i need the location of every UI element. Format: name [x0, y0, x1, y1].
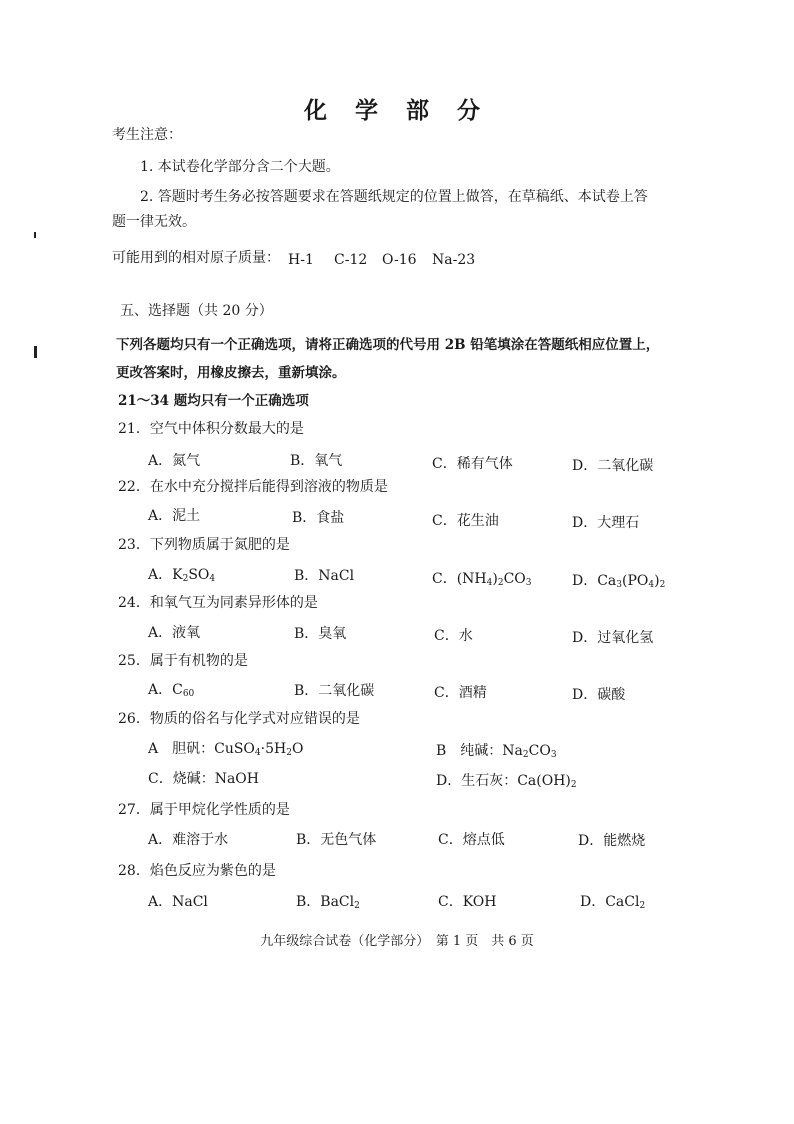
option-a: A．NaCl [148, 894, 208, 910]
option-c: C．水 [434, 628, 473, 644]
option-d: D．生石灰：$Ca(OH)_2$ [436, 773, 577, 790]
atomic-mass-h: H-1 [288, 252, 314, 268]
question-stem: 23．下列物质属于氮肥的是 [118, 537, 290, 553]
option-c: C．KOH [438, 894, 497, 910]
option-d: D．碳酸 [572, 687, 626, 703]
question-stem: 25．属于有机物的是 [118, 653, 248, 669]
atomic-mass-o: O-16 [382, 252, 417, 268]
question-stem: 28．焰色反应为紫色的是 [118, 863, 276, 879]
option-b: B 纯碱：$Na_2CO_3$ [436, 743, 557, 760]
question-stem: 27．属于甲烷化学性质的是 [118, 802, 290, 818]
option-a: A．泥土 [148, 508, 201, 524]
option-c: C．烧碱：NaOH [148, 771, 259, 787]
section-instruction-1: 下列各题均只有一个正确选项，请将正确选项的代号用 2B 铅笔填涂在答题纸相应位置上， [116, 337, 660, 353]
section-title: 五、选择题（共 20 分） [120, 303, 273, 319]
option-b: B．二氧化碳 [294, 683, 375, 699]
notice-item-2-cont: 题一律无效。 [112, 214, 196, 230]
option-d: D．CaCl$_2$ [580, 894, 646, 911]
option-c: C．熔点低 [438, 832, 505, 848]
atomic-mass-label: 可能用到的相对原子质量： [112, 250, 280, 266]
atomic-mass-c: C-12 [334, 252, 368, 268]
option-b: B．BaCl$_2$ [296, 894, 360, 911]
option-d: D．过氧化氢 [572, 630, 654, 646]
option-b: B．食盐 [292, 510, 345, 526]
page-footer: 九年级综合试卷（化学部分） 第 1 页 共 6 页 [260, 934, 534, 949]
option-c: C．花生油 [432, 513, 499, 529]
question-stem: 24．和氧气互为同素异形体的是 [118, 595, 318, 611]
option-a: A．液氧 [148, 625, 201, 641]
option-a: A．难溶于水 [148, 832, 229, 848]
option-b: B．臭氧 [294, 626, 347, 642]
section-instruction-2: 更改答案时，用橡皮擦去，重新填涂。 [116, 365, 346, 381]
scan-speck [34, 232, 36, 238]
option-d: D．二氧化碳 [572, 458, 654, 474]
option-a: A．氮气 [148, 453, 201, 469]
option-a: A．$C_{60}$ [148, 682, 195, 699]
option-b: B．氧气 [290, 453, 343, 469]
option-c: C．稀有气体 [432, 456, 513, 472]
option-a: A．$K_2SO_4$ [148, 567, 216, 584]
option-c: C．$(NH_4)_2CO_3$ [432, 571, 532, 588]
notice-heading: 考生注意： [112, 127, 182, 143]
atomic-mass-na: Na-23 [432, 252, 476, 268]
option-c: C．酒精 [434, 685, 487, 701]
question-stem: 26．物质的俗名与化学式对应错误的是 [118, 711, 360, 727]
option-d: D．能燃烧 [578, 833, 646, 849]
option-b: B．无色气体 [296, 832, 377, 848]
notice-item-2: 2. 答题时考生务必按答题要求在答题纸规定的位置上做答，在草稿纸、本试卷上答 [140, 189, 648, 205]
option-d: D．大理石 [572, 515, 640, 531]
option-b: B．NaCl [294, 568, 355, 584]
page-title: 化 学 部 分 [303, 97, 491, 124]
question-stem: 21．空气中体积分数最大的是 [118, 421, 304, 437]
scan-speck [34, 346, 37, 358]
question-stem: 22．在水中充分搅拌后能得到溶液的物质是 [118, 479, 388, 495]
section-subrange: 21～34 题均只有一个正确选项 [118, 393, 309, 409]
notice-item-1: 1. 本试卷化学部分含二个大题。 [140, 159, 340, 175]
option-a: A 胆矾：$CuSO_4\cdot 5H_2O$ [148, 741, 304, 758]
option-d: D．$Ca_3(PO_4)_2$ [572, 573, 666, 590]
